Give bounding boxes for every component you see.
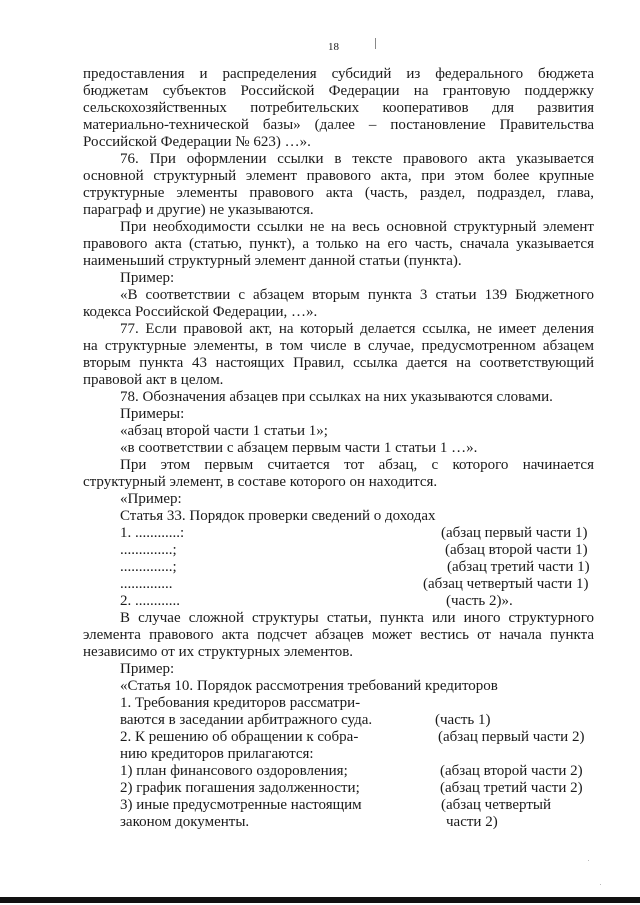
structure-row: [83, 780, 594, 797]
structure-annotation: (абзац третий части 1): [447, 559, 590, 575]
structure-text: ..............;: [120, 559, 177, 575]
structure-row: [83, 525, 594, 542]
example-item: «абзац второй части 1 статьи 1»;: [120, 423, 328, 439]
scan-artifact-dot: [600, 884, 601, 885]
example-label: Пример:: [120, 270, 175, 286]
structure-row: [83, 542, 594, 559]
text-line: параграф и другие) не указываются.: [83, 202, 314, 218]
text-line: предоставления и распределения субсидий из федерального бюджета: [83, 66, 594, 82]
structure-annotation: части 2): [446, 814, 498, 830]
structure-text: 1. ............:: [120, 525, 185, 541]
example-quote: [83, 287, 594, 321]
structure-row: [83, 593, 594, 610]
paragraph-77: [83, 321, 594, 389]
structure-text: ..............;: [120, 542, 177, 558]
structure-text: 2) график погашения задолженности;: [120, 780, 360, 796]
article-33-structure: [83, 525, 594, 610]
structure-text: нию кредиторов прилагаются:: [120, 746, 314, 762]
structure-annotation: (абзац четвертый части 1): [423, 576, 589, 592]
text-line: структурный элемент, в составе которого он находится.: [83, 474, 438, 490]
paragraph-76: [83, 151, 594, 219]
text-line: бюджетам субъектов Российской Федерации на грантовую поддержку: [83, 83, 594, 99]
paragraph-continuation: [83, 66, 594, 151]
article-10-title: «Статья 10. Порядок рассмотрения требований кредиторов: [120, 678, 498, 694]
structure-annotation: (абзац первый части 2): [438, 729, 585, 745]
text-line: При необходимости ссылки не на весь основной структурный элемент: [120, 219, 594, 235]
structure-annotation: (абзац второй части 2): [440, 763, 583, 779]
text-line: 76. При оформлении ссылки в тексте правового акта указывается: [120, 151, 594, 167]
structure-annotation: (часть 1): [435, 712, 491, 728]
text-line: сельскохозяйственных потребительских кооперативов для развития: [83, 100, 594, 116]
text-line: наименьший структурный элемент данной статьи (пункта).: [83, 253, 462, 269]
text-line: независимо от их структурных элементов.: [83, 644, 354, 660]
structure-annotation: (абзац третий части 2): [440, 780, 583, 796]
text-line: Российской Федерации № 623) …».: [83, 134, 311, 150]
structure-annotation: (абзац четвертый: [441, 797, 552, 813]
structure-row: [83, 729, 594, 746]
structure-row: [83, 814, 594, 831]
example-label: Пример:: [120, 661, 175, 677]
structure-annotation: (часть 2)».: [446, 593, 513, 609]
paragraph-first-abzac: [83, 457, 594, 491]
structure-row: [83, 797, 594, 814]
paragraph-part-reference: [83, 219, 594, 270]
paragraph-complex-structure: [83, 610, 594, 661]
text-line: В случае сложной структуры статьи, пункта или иного структурного: [120, 610, 594, 626]
text-line: «В соответствии с абзацем вторым пункта 3 статьи 139 Бюджетного: [120, 287, 594, 303]
document-body: [83, 66, 594, 831]
structure-row: [83, 695, 594, 712]
structure-text: 2. ............: [120, 593, 180, 609]
paragraph-78: 78. Обозначения абзацев при ссылках на них указываются словами.: [120, 389, 553, 405]
article-10-structure: [83, 695, 594, 831]
article-33-title: Статья 33. Порядок проверки сведений о доходах: [120, 508, 436, 524]
text-line: кодекса Российской Федерации, …».: [83, 304, 318, 320]
scan-bottom-edge: [0, 897, 640, 903]
text-line: вторым пункта 43 настоящих Правил, ссылка дается на соответствующий: [83, 355, 594, 371]
text-line: 77. Если правовой акт, на который делается ссылка, не имеет деления: [120, 321, 594, 337]
text-line: на структурные элементы, в том числе в случае, предусмотренном абзацем: [83, 338, 594, 354]
structure-text: законом документы.: [120, 814, 250, 830]
structure-row: [83, 712, 594, 729]
text-line: правового акта (статью, пункт), а только на его часть, сначала указывается: [83, 236, 594, 252]
structure-text: ваются в заседании арбитражного суда.: [120, 712, 373, 728]
example-item: «в соответствии с абзацем первым части 1 статьи 1 …».: [120, 440, 478, 456]
structure-row: [83, 763, 594, 780]
structure-text: 3) иные предусмотренные настоящим: [120, 797, 362, 813]
text-line: материально-технической базы» (далее – постановление Правительства: [83, 117, 594, 133]
scan-artifact-mark: [375, 38, 376, 49]
structure-text: ..............: [120, 576, 173, 592]
text-line: При этом первым считается тот абзац, с которого начинается: [120, 457, 594, 473]
structure-text: 1) план финансового оздоровления;: [120, 763, 348, 779]
structure-annotation: (абзац второй части 1): [445, 542, 588, 558]
text-line: основной структурный элемент правового акта, при этом более крупные: [83, 168, 594, 184]
page-number: 18: [328, 41, 339, 53]
structure-text: 2. К решению об обращении к собра-: [120, 729, 359, 745]
structure-annotation: (абзац первый части 1): [441, 525, 588, 541]
structure-row: [83, 746, 594, 763]
structure-text: 1. Требования кредиторов рассматри-: [120, 695, 361, 711]
scan-artifact-dot: [588, 860, 589, 861]
text-line: структурные элементы правового акта (часть, раздел, подраздел, глава,: [83, 185, 594, 201]
structure-row: [83, 576, 594, 593]
examples-label: Примеры:: [120, 406, 185, 422]
text-line: элемента правового акта подсчет абзацев может вестись от начала пункта: [83, 627, 594, 643]
structure-row: [83, 559, 594, 576]
text-line: правовой акт в целом.: [83, 372, 224, 388]
example-label: «Пример:: [120, 491, 182, 507]
